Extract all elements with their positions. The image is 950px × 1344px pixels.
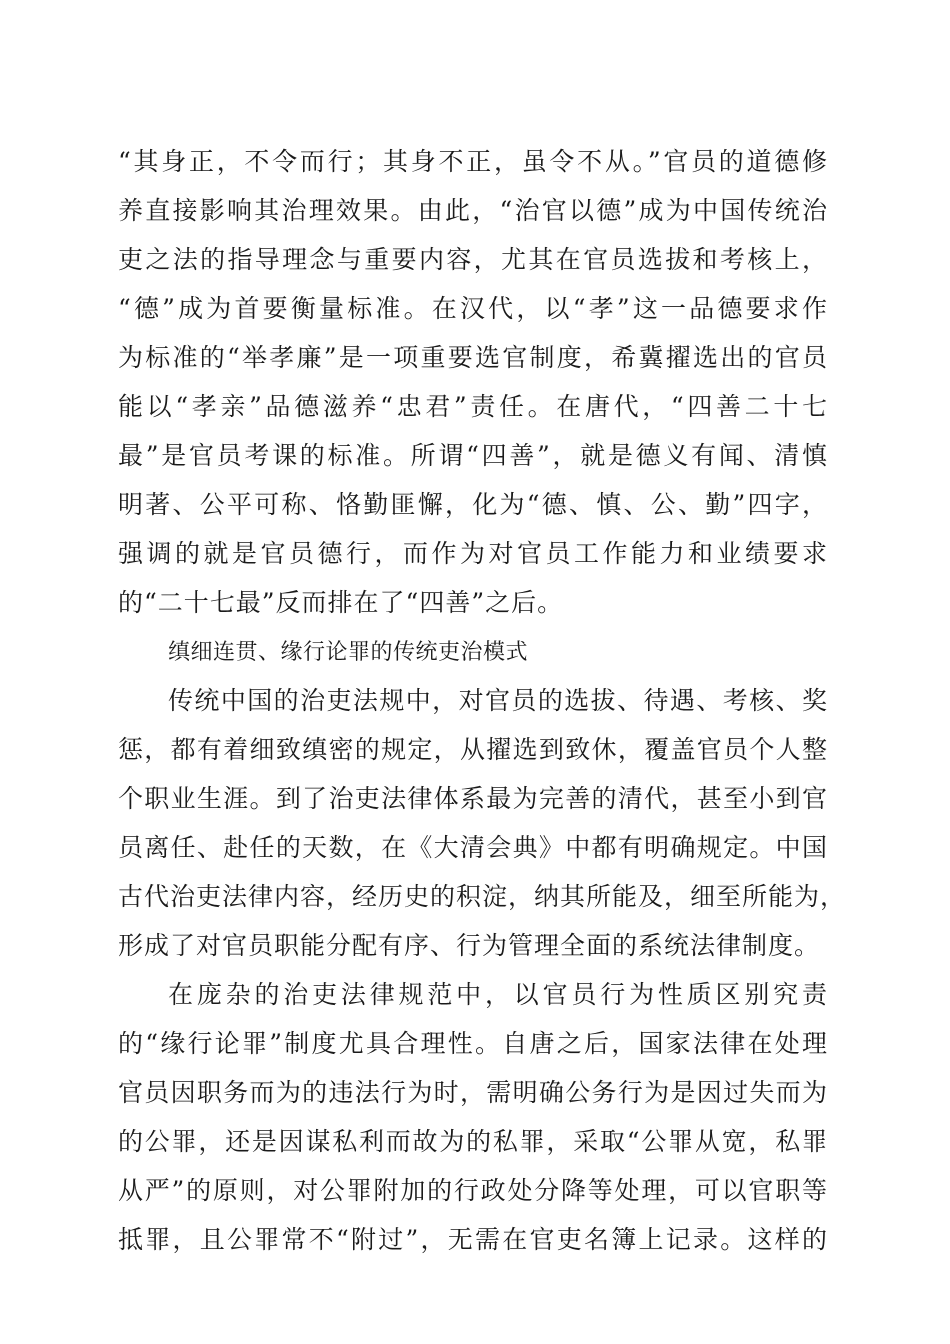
text-line: 个职业生涯。到了治吏法律体系最为完善的清代，甚至小到官 bbox=[118, 784, 828, 813]
text-line: 的“二十七最”反而排在了“四善”之后。 bbox=[118, 588, 564, 617]
text-line: 的“缘行论罪”制度尤具合理性。自唐之后，国家法律在处理 bbox=[118, 1029, 828, 1058]
text-line: 从严”的原则，对公罪附加的行政处分降等处理，可以官职等 bbox=[118, 1176, 828, 1205]
text-line: 吏之法的指导理念与重要内容，尤其在官员选拔和考核上， bbox=[118, 245, 828, 274]
text-line: 明著、公平可称、恪勤匪懈，化为“德、慎、公、勤”四字， bbox=[118, 490, 828, 519]
text-line: 形成了对官员职能分配有序、行为管理全面的系统法律制度。 bbox=[118, 931, 821, 960]
section-heading: 缜细连贯、缘行论罪的传统吏治模式 bbox=[168, 640, 529, 665]
text-line: 惩，都有着细致缜密的规定，从擢选到致休，覆盖官员个人整 bbox=[118, 735, 828, 764]
text-line: 能以“孝亲”品德滋养“忠君”责任。在唐代，“四善二十七 bbox=[118, 392, 828, 421]
text-line: 古代治吏法律内容，经历史的积淀，纳其所能及，细至所能为， bbox=[118, 882, 847, 911]
text-line: 强调的就是官员德行，而作为对官员工作能力和业绩要求 bbox=[118, 539, 828, 568]
text-line: 传统中国的治吏法规中，对官员的选拔、待遇、考核、奖 bbox=[168, 686, 828, 715]
text-line: “德”成为首要衡量标准。在汉代，以“孝”这一品德要求作 bbox=[118, 294, 828, 323]
text-line: “其身正，不令而行；其身不正，虽令不从。”官员的道德修 bbox=[118, 147, 828, 176]
text-line: 抵罪，且公罪常不“附过”，无需在官吏名簿上记录。这样的 bbox=[118, 1225, 828, 1254]
text-line: 养直接影响其治理效果。由此，“治官以德”成为中国传统治 bbox=[118, 196, 828, 225]
text-line: 为标准的“举孝廉”是一项重要选官制度，希冀擢选出的官员 bbox=[118, 343, 828, 372]
text-line: 在庞杂的治吏法律规范中，以官员行为性质区别究责 bbox=[168, 980, 828, 1009]
text-line: 员离任、赴任的天数，在《大清会典》中都有明确规定。中国 bbox=[118, 833, 828, 862]
text-line: 官员因职务而为的违法行为时，需明确公务行为是因过失而为 bbox=[118, 1078, 828, 1107]
text-line: 的公罪，还是因谋私利而故为的私罪，采取“公罪从宽，私罪 bbox=[118, 1127, 828, 1156]
text-line: 最”是官员考课的标准。所谓“四善”，就是德义有闻、清慎 bbox=[118, 441, 828, 470]
